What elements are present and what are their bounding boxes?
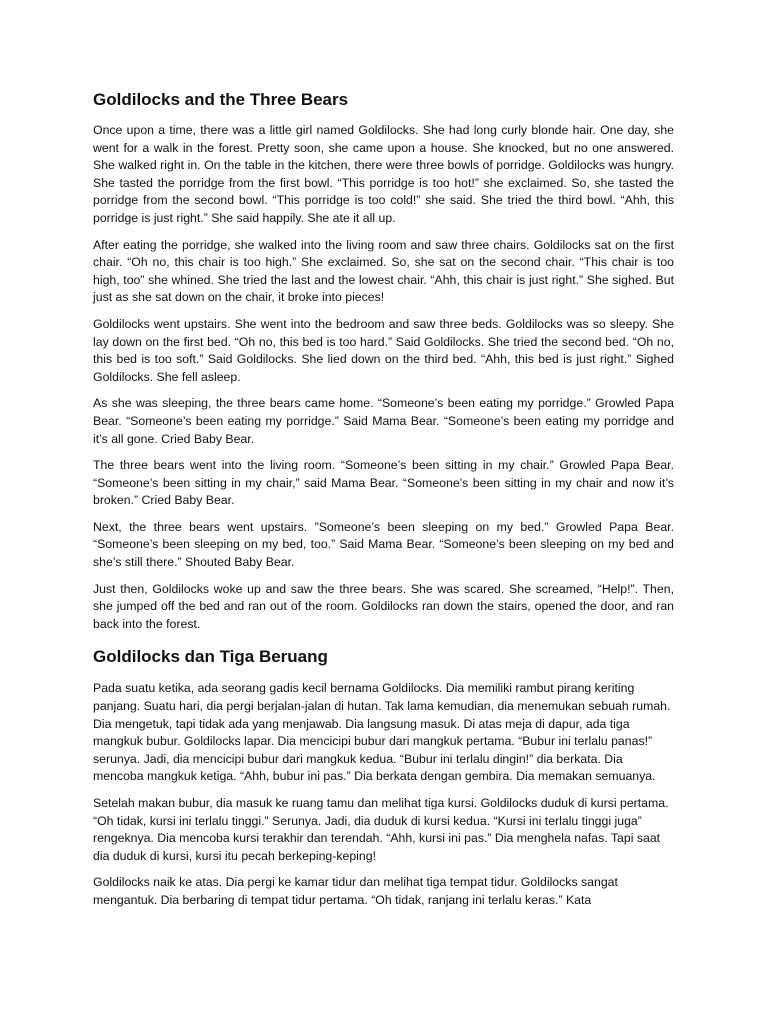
indonesian-paragraph-2: Setelah makan bubur, dia masuk ke ruang tamu dan melihat tiga kursi. Goldilocks duduk di kursi pertama. “Oh tidak, kursi ini terlalu tinggi.” Serunya. Jadi, dia duduk di kursi kedua. “Kursi ini terlalu tinggi juga” rengeknya. Dia mencoba kursi terakhir dan terendah. “Ahh, kursi ini pas.” Dia menghela nafas. Tapi saat dia duduk di kursi, kursi itu pecah berkeping-keping! — [93, 796, 669, 863]
indonesian-paragraph-1: Pada suatu ketika, ada seorang gadis kecil bernama Goldilocks. Dia memiliki rambut pirang keriting panjang. Suatu hari, dia pergi berjalan-jalan di hutan. Tak lama kemudian, dia menemukan sebuah rumah. Dia mengetuk, tapi tidak ada yang menjawab. Dia langsung masuk. Di atas meja di dapur, ada tiga mangkuk bubur. Goldilocks lapar. Dia mencicipi bubur dari mangkuk pertama. “Bubur ini terlalu panas!” serunya. Jadi, dia mencicipi bubur dari mangkuk kedua. “Bubur ini terlalu dingin!” dia berkata. Dia mencoba mangkuk ketiga. “Ahh, bubur ini pas.” Dia berkata dengan gembira. Dia memakan semuanya. — [93, 681, 671, 784]
english-paragraph-1: Once upon a time, there was a little girl named Goldilocks. She had long curly blonde hair. One day, she went for a walk in the forest. Pretty soon, she came upon a house. She knocked, but no one answered. She walked right in. On the table in the kitchen, there were three bowls of porridge. Goldilocks was hungry. She tasted the porridge from the first bowl. “This porridge is too hot!” she exclaimed. So, she tasted the porridge from the second bowl. “This porridge is too cold!” she said. She tried the third bowl. “Ahh, this porridge is just right.” She said happily. She ate it all up. — [93, 123, 674, 225]
english-paragraph-2: After eating the porridge, she walked into the living room and saw three chairs. Goldilocks sat on the first chair. “Oh no, this chair is too high.” She exclaimed. So, she sat on the second chair. “This chair is too high, too” she whined. She tried the last and the lowest chair. “Ahh, this chair is just right.” She sighed. But just as she sat down on the chair, it broke into pieces! — [93, 237, 674, 305]
english-paragraph-5: The three bears went into the living room. “Someone’s been sitting in my chair.” Growled Papa Bear. “Someone’s been sitting in my chair,” said Mama Bear. “Someone’s been sitting in my chair and now it’s broken.” Cried Baby Bear. — [93, 458, 674, 508]
english-paragraph-7: Just then, Goldilocks woke up and saw the three bears. She was scared. She screamed, “Help!”. Then, she jumped off the bed and ran out of the room. Goldilocks ran down the stairs, opened the door, and ran back into the forest. — [93, 581, 674, 631]
english-paragraph-4: As she was sleeping, the three bears came home. “Someone’s been eating my porridge.” Growled Papa Bear. “Someone’s been eating my porridge.” Said Mama Bear. “Someone’s been eating my porridge and it’s all gone. Cried Baby Bear. — [93, 396, 674, 446]
english-paragraph-3: Goldilocks went upstairs. She went into the bedroom and saw three beds. Goldilocks was so sleepy. She lay down on the first bed. “Oh no, this bed is too hard.” Said Goldilocks. She tried the second bed. “Oh no, this bed is too soft.” Said Goldilocks. She lied down on the third bed. “Ahh, this bed is just right.” Sighed Goldilocks. She fell asleep. — [93, 316, 674, 384]
english-story — [93, 88, 674, 633]
english-paragraph-6: Next, the three bears went upstairs. ”Someone’s been sleeping on my bed.” Growled Papa Bear. “Someone’s been sleeping on my bed, too.” Said Mama Bear. “Someone’s been sleeping on my bed and she’s still there.” Shouted Baby Bear. — [93, 519, 674, 570]
indonesian-title: Goldilocks dan Tiga Beruang — [93, 647, 328, 667]
indonesian-story — [93, 645, 674, 909]
indonesian-paragraph-3: Goldilocks naik ke atas. Dia pergi ke kamar tidur dan melihat tiga tempat tidur. Goldilocks sangat mengantuk. Dia berbaring di tempat tidur pertama. “Oh tidak, ranjang ini terlalu keras.” Kata — [93, 875, 618, 907]
document-page — [93, 88, 674, 919]
english-title: Goldilocks and the Three Bears — [93, 90, 349, 109]
